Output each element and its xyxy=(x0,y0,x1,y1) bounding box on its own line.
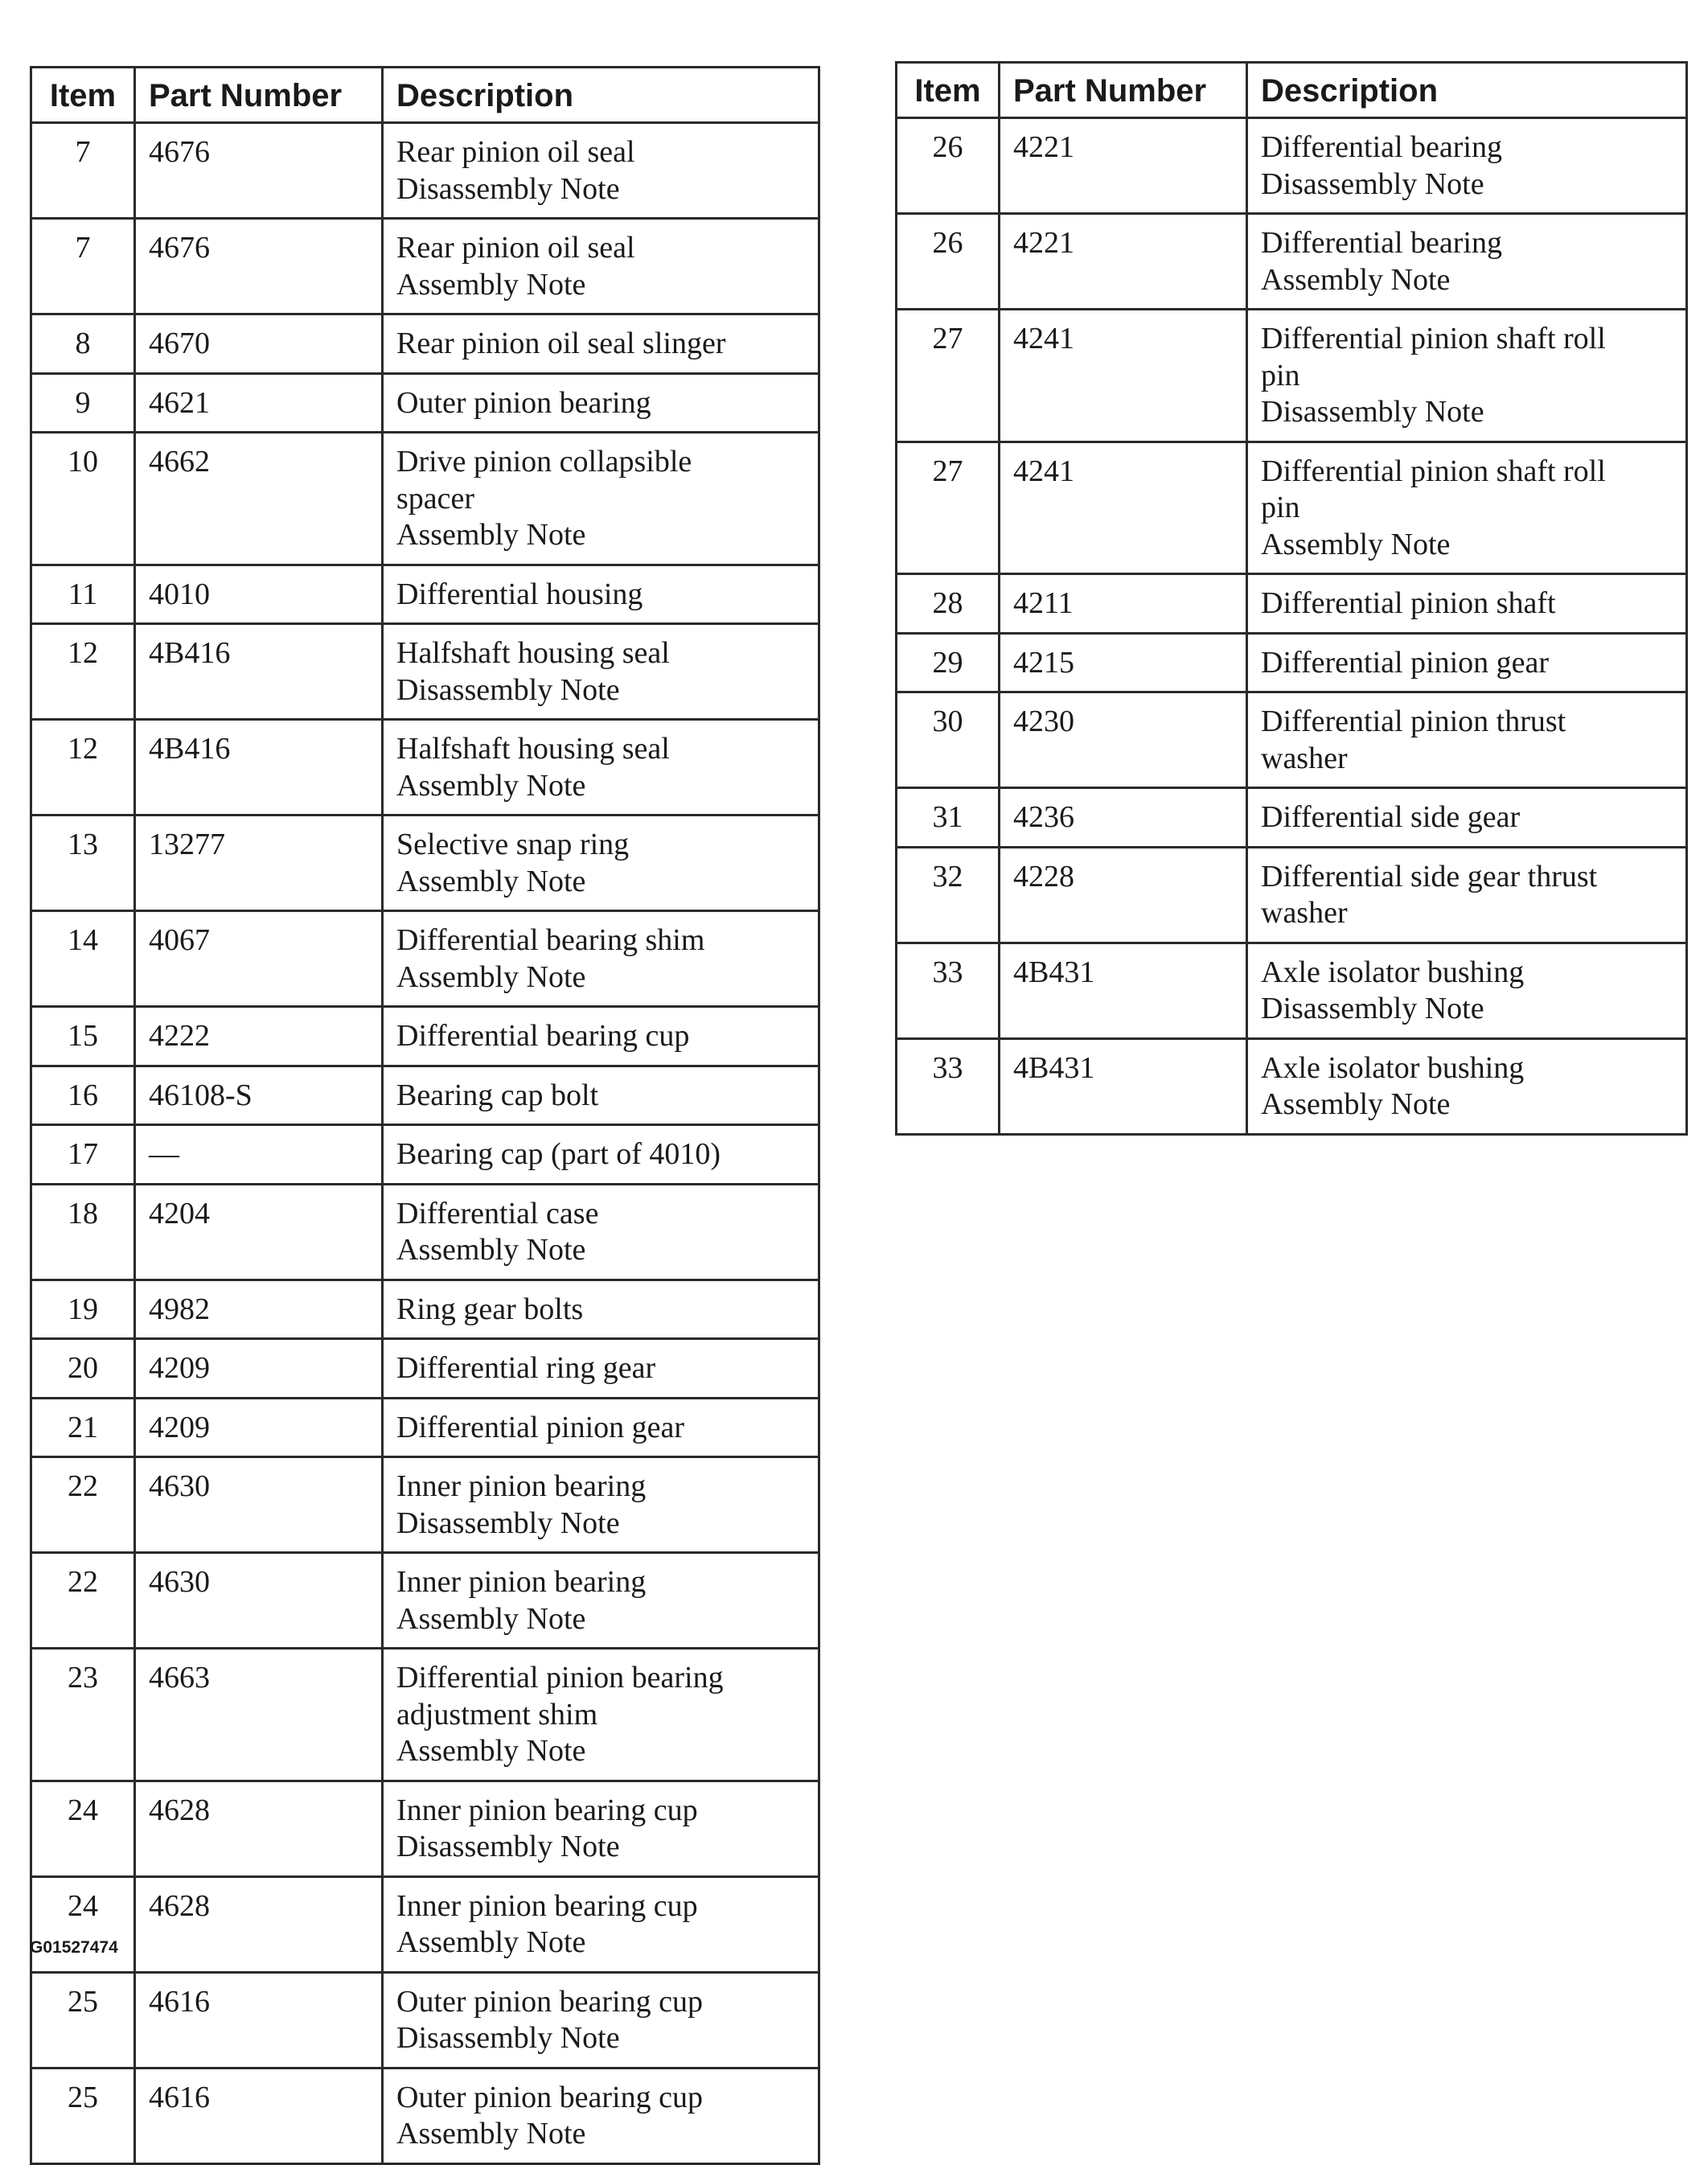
description-cell xyxy=(383,314,819,374)
table-row xyxy=(897,1038,1687,1134)
part-number-cell: 4B431 xyxy=(1000,943,1247,1038)
description-cell xyxy=(383,1398,819,1457)
description-line: Inner pinion bearing cup xyxy=(396,1793,698,1827)
item-cell: 26 xyxy=(897,118,1000,214)
description-line: Differential ring gear xyxy=(396,1351,656,1385)
description-line: Disassembly Note xyxy=(396,171,620,206)
table-row xyxy=(897,633,1687,692)
table-row xyxy=(31,1007,819,1066)
item-cell: 10 xyxy=(31,433,135,565)
description-line: Rear pinion oil seal xyxy=(396,135,635,169)
description-line: Assembly Note xyxy=(1261,262,1451,297)
part-number-cell: 4221 xyxy=(1000,118,1247,214)
part-number-cell: 4630 xyxy=(135,1457,383,1553)
item-cell: 22 xyxy=(31,1553,135,1649)
description-line: pin xyxy=(1261,358,1300,392)
description-cell xyxy=(383,2068,819,2163)
item-cell: 7 xyxy=(31,123,135,219)
table-row xyxy=(897,788,1687,848)
parts-table-right xyxy=(895,61,1688,1136)
part-number-cell: 4236 xyxy=(1000,788,1247,848)
description-line: Bearing cap bolt xyxy=(396,1078,599,1112)
description-line: Assembly Note xyxy=(396,267,586,302)
part-number-cell: 4630 xyxy=(135,1553,383,1649)
part-number-cell: 4621 xyxy=(135,373,383,433)
item-cell: 24 xyxy=(31,1876,135,1972)
item-cell: 25 xyxy=(31,1972,135,2068)
table-row xyxy=(31,373,819,433)
description-line: Disassembly Note xyxy=(1261,992,1484,1025)
description-cell xyxy=(383,1184,819,1280)
table-row xyxy=(31,433,819,565)
description-line: Differential bearing cup xyxy=(396,1019,690,1053)
part-number-cell: — xyxy=(135,1125,383,1185)
item-cell: 24 xyxy=(31,1781,135,1876)
item-cell: 12 xyxy=(31,720,135,815)
parts-table-right-body xyxy=(897,118,1687,1135)
part-number-cell: 4B416 xyxy=(135,624,383,720)
description-line: Differential pinion shaft xyxy=(1261,586,1556,620)
part-number-cell: 4209 xyxy=(135,1339,383,1399)
description-cell xyxy=(1247,692,1687,788)
table-row xyxy=(31,2068,819,2163)
item-cell: 25 xyxy=(31,2068,135,2163)
item-cell: 27 xyxy=(897,442,1000,574)
item-cell: 15 xyxy=(31,1007,135,1066)
description-line: Differential housing xyxy=(396,577,643,611)
table-row xyxy=(31,1781,819,1876)
description-cell xyxy=(1247,788,1687,848)
table-row xyxy=(31,123,819,219)
description-line: Assembly Note xyxy=(1261,1087,1451,1121)
column-header-part-number: Part Number xyxy=(135,68,383,123)
description-line: Axle isolator bushing xyxy=(1261,955,1525,989)
part-number-cell: 4663 xyxy=(135,1649,383,1781)
description-line: Disassembly Note xyxy=(1261,395,1484,429)
part-number-cell: 4628 xyxy=(135,1876,383,1972)
table-row xyxy=(31,314,819,374)
description-line: Differential case xyxy=(396,1196,599,1230)
table-header-row xyxy=(897,63,1687,118)
description-line: Halfshaft housing seal xyxy=(396,636,670,670)
description-line: Differential pinion shaft roll xyxy=(1261,454,1606,488)
part-number-cell: 4616 xyxy=(135,1972,383,2068)
part-number-cell: 4211 xyxy=(1000,574,1247,634)
part-number-cell: 4230 xyxy=(1000,692,1247,788)
description-cell xyxy=(383,373,819,433)
item-cell: 18 xyxy=(31,1184,135,1280)
description-cell xyxy=(383,1007,819,1066)
description-cell xyxy=(383,1649,819,1781)
column-header-description: Description xyxy=(383,68,819,123)
table-row xyxy=(31,911,819,1007)
table-row xyxy=(897,310,1687,442)
item-cell: 13 xyxy=(31,815,135,911)
description-cell xyxy=(383,720,819,815)
table-row xyxy=(897,214,1687,310)
table-row xyxy=(897,442,1687,574)
part-number-cell: 4676 xyxy=(135,123,383,219)
description-line: Assembly Note xyxy=(396,1601,586,1636)
item-cell: 9 xyxy=(31,373,135,433)
description-line: Inner pinion bearing xyxy=(396,1565,647,1599)
table-row xyxy=(31,1553,819,1649)
description-cell xyxy=(383,433,819,565)
part-number-cell: 4228 xyxy=(1000,847,1247,943)
description-cell xyxy=(383,815,819,911)
table-row xyxy=(31,565,819,624)
description-line: Inner pinion bearing cup xyxy=(396,1888,698,1923)
table-row xyxy=(897,943,1687,1038)
part-number-cell: 4067 xyxy=(135,911,383,1007)
table-row xyxy=(31,1066,819,1125)
table-row xyxy=(897,692,1687,788)
table-row xyxy=(897,118,1687,214)
item-cell: 27 xyxy=(897,310,1000,442)
description-cell xyxy=(383,1339,819,1399)
description-cell xyxy=(1247,633,1687,692)
item-cell: 12 xyxy=(31,624,135,720)
description-line: Drive pinion collapsible xyxy=(396,445,692,479)
table-row xyxy=(31,1972,819,2068)
item-cell: 20 xyxy=(31,1339,135,1399)
part-number-cell: 4982 xyxy=(135,1280,383,1339)
parts-table-left-body xyxy=(31,123,819,2164)
description-line: Differential bearing xyxy=(1261,226,1502,260)
description-line: Disassembly Note xyxy=(396,1830,620,1863)
part-number-cell: 4628 xyxy=(135,1781,383,1876)
item-cell: 21 xyxy=(31,1398,135,1457)
parts-table-left xyxy=(30,66,820,2165)
table-row xyxy=(897,847,1687,943)
table-row xyxy=(31,1280,819,1339)
item-cell: 19 xyxy=(31,1280,135,1339)
table-row xyxy=(31,624,819,720)
part-number-cell: 4241 xyxy=(1000,442,1247,574)
description-line: Differential pinion gear xyxy=(396,1410,685,1444)
description-line: pin xyxy=(1261,491,1300,524)
description-line: Bearing cap (part of 4010) xyxy=(396,1137,721,1171)
description-cell xyxy=(1247,943,1687,1038)
description-line: Differential pinion gear xyxy=(1261,645,1550,680)
table-row xyxy=(31,1649,819,1781)
item-cell: 30 xyxy=(897,692,1000,788)
item-cell: 29 xyxy=(897,633,1000,692)
part-number-cell: 46108-S xyxy=(135,1066,383,1125)
description-line: spacer xyxy=(396,481,475,516)
description-line: Differential bearing xyxy=(1261,130,1502,164)
description-cell xyxy=(383,624,819,720)
table-row xyxy=(31,1339,819,1399)
description-cell xyxy=(383,1553,819,1649)
column-header-description: Description xyxy=(1247,63,1687,118)
part-number-cell: 13277 xyxy=(135,815,383,911)
description-line: Rear pinion oil seal xyxy=(396,231,635,265)
description-cell xyxy=(1247,1038,1687,1134)
description-cell xyxy=(1247,442,1687,574)
description-cell xyxy=(383,1066,819,1125)
description-line: Differential side gear xyxy=(1261,800,1521,834)
item-cell: 32 xyxy=(897,847,1000,943)
description-line: Assembly Note xyxy=(396,864,586,898)
description-cell xyxy=(1247,574,1687,634)
item-cell: 31 xyxy=(897,788,1000,848)
part-number-cell: 4676 xyxy=(135,219,383,314)
table-row xyxy=(31,815,819,911)
description-line: Assembly Note xyxy=(396,1925,586,1959)
description-cell xyxy=(383,1781,819,1876)
description-line: Assembly Note xyxy=(396,518,586,552)
item-cell: 17 xyxy=(31,1125,135,1185)
description-line: Assembly Note xyxy=(396,768,586,803)
table-row xyxy=(31,1398,819,1457)
table-row xyxy=(31,1876,819,1972)
part-number-cell: 4222 xyxy=(135,1007,383,1066)
description-line: Differential side gear thrust xyxy=(1261,859,1598,894)
description-line: Differential pinion shaft roll xyxy=(1261,322,1606,355)
description-line: Differential pinion bearing xyxy=(396,1661,724,1695)
description-line: Assembly Note xyxy=(1261,527,1451,561)
column-header-item: Item xyxy=(31,68,135,123)
figure-id: G01527474 xyxy=(30,1938,118,1957)
description-cell xyxy=(1247,847,1687,943)
description-line: Assembly Note xyxy=(396,1734,586,1768)
item-cell: 33 xyxy=(897,1038,1000,1134)
description-cell xyxy=(383,1457,819,1553)
description-line: Disassembly Note xyxy=(396,672,620,707)
description-line: Outer pinion bearing cup xyxy=(396,1984,703,2019)
description-line: Disassembly Note xyxy=(1261,166,1484,201)
description-line: Differential pinion thrust xyxy=(1261,705,1566,738)
description-line: adjustment shim xyxy=(396,1697,598,1732)
part-number-cell: 4662 xyxy=(135,433,383,565)
description-line: Differential bearing shim xyxy=(396,923,705,957)
column-header-part-number: Part Number xyxy=(1000,63,1247,118)
description-line: Rear pinion oil seal slinger xyxy=(396,327,726,360)
table-row xyxy=(31,1457,819,1553)
description-cell xyxy=(383,1125,819,1185)
part-number-cell: 4215 xyxy=(1000,633,1247,692)
description-line: Disassembly Note xyxy=(396,2021,620,2055)
part-number-cell: 4241 xyxy=(1000,310,1247,442)
part-number-cell: 4B431 xyxy=(1000,1038,1247,1134)
part-number-cell: 4B416 xyxy=(135,720,383,815)
item-cell: 11 xyxy=(31,565,135,624)
description-cell xyxy=(383,219,819,314)
description-line: Outer pinion bearing cup xyxy=(396,2080,703,2114)
part-number-cell: 4204 xyxy=(135,1184,383,1280)
description-cell xyxy=(383,123,819,219)
table-header-row xyxy=(31,68,819,123)
description-line: Outer pinion bearing xyxy=(396,385,651,420)
table-row xyxy=(897,574,1687,634)
description-line: washer xyxy=(1261,896,1348,930)
description-line: washer xyxy=(1261,741,1348,775)
item-cell: 16 xyxy=(31,1066,135,1125)
table-row xyxy=(31,720,819,815)
item-cell: 26 xyxy=(897,214,1000,310)
part-number-cell: 4616 xyxy=(135,2068,383,2163)
description-line: Selective snap ring xyxy=(396,828,630,861)
description-cell xyxy=(1247,310,1687,442)
part-number-cell: 4670 xyxy=(135,314,383,374)
item-cell: 33 xyxy=(897,943,1000,1038)
item-cell: 23 xyxy=(31,1649,135,1781)
description-line: Disassembly Note xyxy=(396,1506,620,1540)
item-cell: 22 xyxy=(31,1457,135,1553)
column-header-item: Item xyxy=(897,63,1000,118)
description-line: Assembly Note xyxy=(396,1233,586,1267)
description-cell xyxy=(383,565,819,624)
item-cell: 8 xyxy=(31,314,135,374)
table-row xyxy=(31,1125,819,1185)
part-number-cell: 4010 xyxy=(135,565,383,624)
description-cell xyxy=(1247,214,1687,310)
part-number-cell: 4221 xyxy=(1000,214,1247,310)
description-cell xyxy=(383,1280,819,1339)
description-cell xyxy=(1247,118,1687,214)
description-cell xyxy=(383,1972,819,2068)
description-line: Inner pinion bearing xyxy=(396,1469,647,1503)
item-cell: 7 xyxy=(31,219,135,314)
description-line: Assembly Note xyxy=(396,959,586,994)
description-line: Ring gear bolts xyxy=(396,1292,584,1326)
item-cell: 28 xyxy=(897,574,1000,634)
part-number-cell: 4209 xyxy=(135,1398,383,1457)
table-row xyxy=(31,1184,819,1280)
item-cell: 14 xyxy=(31,911,135,1007)
description-line: Halfshaft housing seal xyxy=(396,732,670,766)
description-line: Axle isolator bushing xyxy=(1261,1050,1525,1085)
description-line: Assembly Note xyxy=(396,2117,586,2151)
description-cell xyxy=(383,911,819,1007)
description-cell xyxy=(383,1876,819,1972)
table-row xyxy=(31,219,819,314)
